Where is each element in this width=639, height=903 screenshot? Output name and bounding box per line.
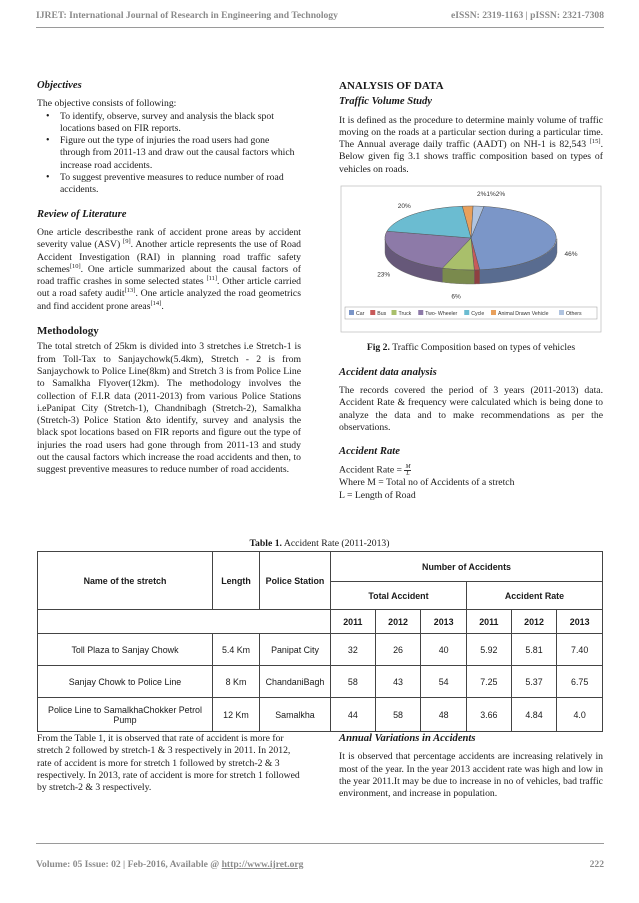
figure	[339, 184, 603, 355]
pie-data-label: 23%	[377, 271, 391, 279]
list-item: • To suggest preventive measures to reduce number of road accidents.	[52, 172, 301, 197]
table-caption: Table 1. Accident Rate (2011-2013)	[249, 538, 390, 549]
pie-small-labels: 2%1%2%	[477, 191, 506, 199]
citation: [9]	[123, 238, 131, 246]
accident-analysis-paragraph: The records covered the period of 3 years (2011-2013) data. Accident Rate & frequency were calculated which is being done to analyze the data and to make recommendations as per the observations.	[339, 384, 603, 433]
pie-data-label: 6%	[451, 293, 461, 301]
legend-label: Others	[566, 311, 582, 318]
pie-slice-side	[474, 270, 479, 284]
legend-swatch	[491, 310, 496, 315]
fraction: $\frac{M}{L}$	[405, 464, 411, 478]
annual-paragraph: It is observed that percentage accidents are increasing relatively in most of the year. In the year 2013 accident rate was high and low in the year 2011.It may be due to increase in no of vehicles, bad traffic environment, and increase in population.	[339, 751, 603, 800]
legend-swatch	[418, 310, 423, 315]
citation: [11]	[206, 275, 218, 283]
running-footer	[36, 859, 604, 870]
journal-link[interactable]: http://www.ijret.org	[221, 859, 304, 870]
pie-data-label: 20%	[397, 203, 411, 211]
col-header-rate: Accident Rate	[466, 582, 602, 610]
year-header: 2011	[331, 610, 376, 634]
legend-label: Car	[356, 311, 365, 318]
running-header	[36, 10, 604, 21]
table-row: Sanjay Chowk to Police Line 8 Km ChandaniBagh 58 43 54 7.25 5.37 6.75	[38, 666, 603, 698]
col-header-police: Police Station	[260, 552, 331, 610]
pie-data-label: 46%	[564, 251, 578, 259]
legend-swatch	[559, 310, 564, 315]
list-item: • Figure out the type of injuries the road users had gone through from 2011-13 and draw out the causal factors which increase road accidents.	[52, 135, 301, 172]
table-row: Toll Plaza to Sanjay Chowk 5.4 Km Panipat City 32 26 40 5.92 5.81 7.40	[38, 634, 603, 666]
methodology-heading: Methodology	[37, 325, 99, 338]
accident-rate-heading: Accident Rate	[339, 446, 400, 458]
citation: [10]	[69, 262, 81, 270]
review-paragraph: One article describesthe rank of accident prone areas by accident severity value (ASV) [9]. Another article represents the use of Road Accident Investigation (RAI) in planning road traffic safety schemes[10]. One article summarized about the causal factors of road traffic crashes in some selected states [11]. Other article carried out a road safety audit[13]. One article analyzed the road geometrics and find accident prone areas[14].	[37, 226, 301, 312]
formula-where-m: Where M = Total no of Accidents of a stretch	[339, 477, 515, 489]
objectives-intro: The objective consists of following:	[37, 98, 177, 110]
objectives-heading: Objectives	[37, 80, 82, 91]
year-header: 2013	[421, 610, 467, 634]
objectives-list	[37, 111, 301, 197]
pie-slice-side	[442, 268, 474, 284]
legend-label: Animal Drawn Vehicle	[498, 311, 549, 318]
year-header: 2013	[557, 610, 603, 634]
review-heading: Review of Literature	[37, 208, 127, 220]
traffic-volume-paragraph: It is defined as the procedure to determine mainly volume of traffic moving on the roads at a particular section during a particular time. The Annual average daily traffic (AADT) on NH-1 is 82,543 [15]. Below given fig 3.1 shows traffic composition based on types of vehicles on roads.	[339, 114, 603, 175]
formula-where-l: L = Length of Road	[339, 489, 416, 501]
right-column	[339, 80, 603, 502]
legend-swatch	[349, 310, 354, 315]
year-header: 2012	[511, 610, 557, 634]
table-row: Police Line to SamalkhaChokker Petrol Pump 12 Km Samalkha 44 58 48 3.66 4.84 4.0	[38, 698, 603, 732]
legend-swatch	[464, 310, 469, 315]
pie-chart	[339, 184, 603, 334]
year-header: 2011	[466, 610, 511, 634]
col-header-number: Number of Accidents	[331, 552, 603, 582]
citation: [13]	[124, 287, 136, 295]
figure-caption: Fig 2. Traffic Composition based on types of vehicles	[366, 342, 576, 354]
year-header: 2012	[375, 610, 421, 634]
col-header-name: Name of the stretch	[38, 552, 213, 610]
page-number: 222	[589, 859, 604, 870]
legend-label: Bus	[377, 311, 387, 318]
legend-label: Cycle	[471, 311, 485, 318]
analysis-heading: ANALYSIS OF DATA	[339, 80, 444, 92]
legend-label: Truck	[398, 311, 412, 318]
methodology-paragraph: The total stretch of 25km is divided into 3 stretches i.e Stretch-1 is from Toll-Tax to Sanjaychowk(5.4km), Stretch - 2 is from Sanjaychowk to Police Line(8km) and Stretch 3 is from Police Line to Samalkha Flyover(12km). The methodology involves the collection of F.I.R data (2011-2013) from various Police Stations i.ePanipat City (Stretch-1), Chandnibagh (Stretch-2), Samalkha (Stretch-3) Police Station &to identify, survey and analysis the black spot locations based on FIR reports and figure out the type of injuries the road users had gone through from 2011-13 and study out the causal factors which increase the road accidents and then, to suggest preventive measures to reduce number of road accidents.	[37, 341, 301, 476]
footer-volume: Volume: 05 Issue: 02 | Feb-2016, Available @ http://www.ijret.org	[36, 859, 304, 870]
journal-title: IJRET: International Journal of Research in Engineering and Technology	[36, 10, 338, 21]
legend-swatch	[370, 310, 375, 315]
observation-block	[37, 733, 301, 794]
citation: [15]	[589, 138, 601, 146]
accident-analysis-heading: Accident data analysis	[339, 366, 437, 378]
issn: eISSN: 2319-1163 | pISSN: 2321-7308	[451, 10, 604, 21]
accident-rate-table	[37, 551, 603, 732]
legend-label: Two- Wheeler	[425, 311, 458, 318]
annual-heading: Annual Variations in Accidents	[339, 733, 476, 744]
col-header-length: Length	[213, 552, 260, 610]
list-item: • To identify, observe, survey and analysis the black spot locations based on FIR reports.	[52, 111, 301, 136]
annual-block	[339, 733, 603, 800]
traffic-volume-heading: Traffic Volume Study	[339, 96, 432, 108]
header-rule	[36, 27, 604, 28]
observation-paragraph: From the Table 1, it is observed that rate of accident is more for stretch 2 followed by stretch-1 & 3 respectively in 2011. In 2012, rate of accident is more for stretch 1 followed by stretch-2 & 3 respectively. In 2013, rate of accident is more for stretch 1 followed by stretch-2 & 3 respectively.	[37, 733, 300, 794]
col-header-total: Total Accident	[331, 582, 467, 610]
citation: [14]	[150, 299, 162, 307]
footer-rule	[36, 843, 604, 844]
left-column	[37, 80, 301, 477]
accident-rate-formula: Accident Rate = $\frac{M}{L}$	[339, 464, 411, 478]
legend-swatch	[392, 310, 397, 315]
